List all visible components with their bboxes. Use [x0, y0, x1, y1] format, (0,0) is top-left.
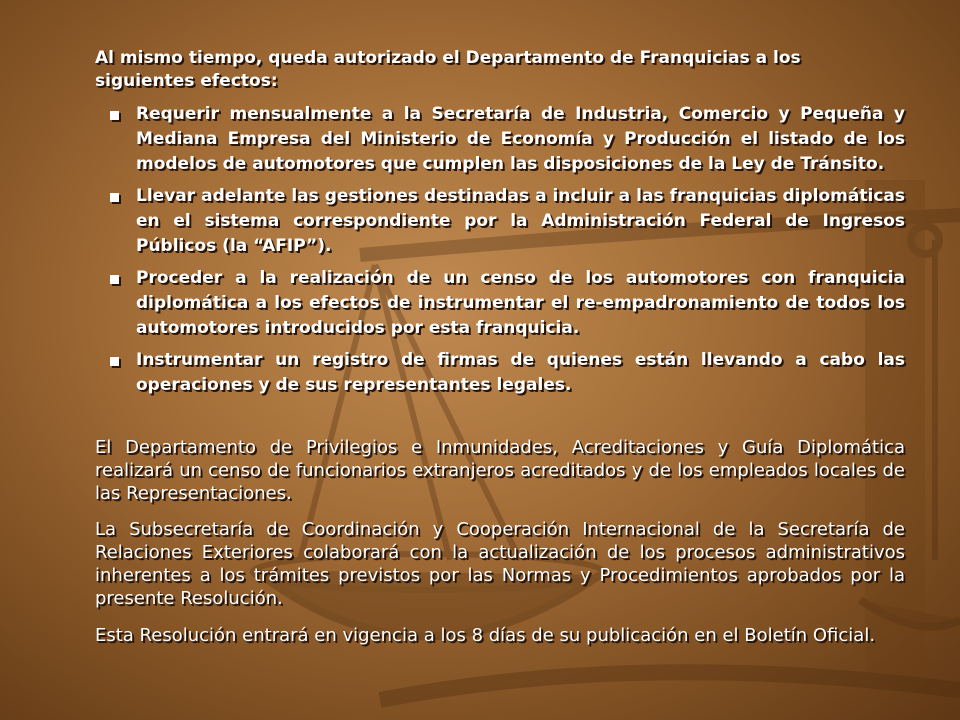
- square-bullet-icon: [110, 357, 119, 366]
- list-item-text: Instrumentar un registro de firmas de quienes están llevando a cabo las operaciones y de sus representantes legales.: [136, 350, 905, 395]
- list-item: [110, 184, 905, 259]
- list-item: [110, 102, 905, 177]
- intro-text: Al mismo tiempo, queda autorizado el Departamento de Franquicias a los siguientes efectos:: [95, 48, 801, 91]
- square-bullet-icon: [110, 275, 119, 284]
- list-item-text: Llevar adelante las gestiones destinadas a incluir a las franquicias diplomáticas en el sistema correspondiente por la Administración Federal de Ingresos Públicos (la “AFIP”).: [136, 186, 905, 256]
- square-bullet-icon: [110, 193, 119, 202]
- list-item: [110, 348, 905, 398]
- list-item-text: Requerir mensualmente a la Secretaría de Industria, Comercio y Pequeña y Mediana Empresa del Ministerio de Economía y Producción el listado de los modelos de automotores que cumplen las disposiciones de la Ley de Tránsito.: [136, 104, 905, 174]
- list-item: [110, 266, 905, 341]
- square-bullet-icon: [110, 111, 119, 120]
- bullet-list: [110, 102, 905, 405]
- paragraph-vigencia: Esta Resolución entrará en vigencia a los 8 días de su publicación en el Boletín Oficial.: [95, 625, 876, 646]
- paragraph-subsecretaria: La Subsecretaría de Coordinación y Cooperación Internacional de la Secretaría de Relaciones Exteriores colaborará con la actualización de los procesos administrativos inherentes a los trámites previstos por las Normas y Procedimientos aprobados por la presente Resolución.: [95, 519, 905, 609]
- paragraph-census: El Departamento de Privilegios e Inmunidades, Acreditaciones y Guía Diplomática realizará un censo de funcionarios extranjeros acreditados y de los empleados locales de las Representaciones.: [95, 437, 905, 504]
- list-item-text: Proceder a la realización de un censo de los automotores con franquicia diplomática a los efectos de instrumentar el re-empadronamiento de todos los automotores introducidos por esta franquicia.: [136, 268, 905, 338]
